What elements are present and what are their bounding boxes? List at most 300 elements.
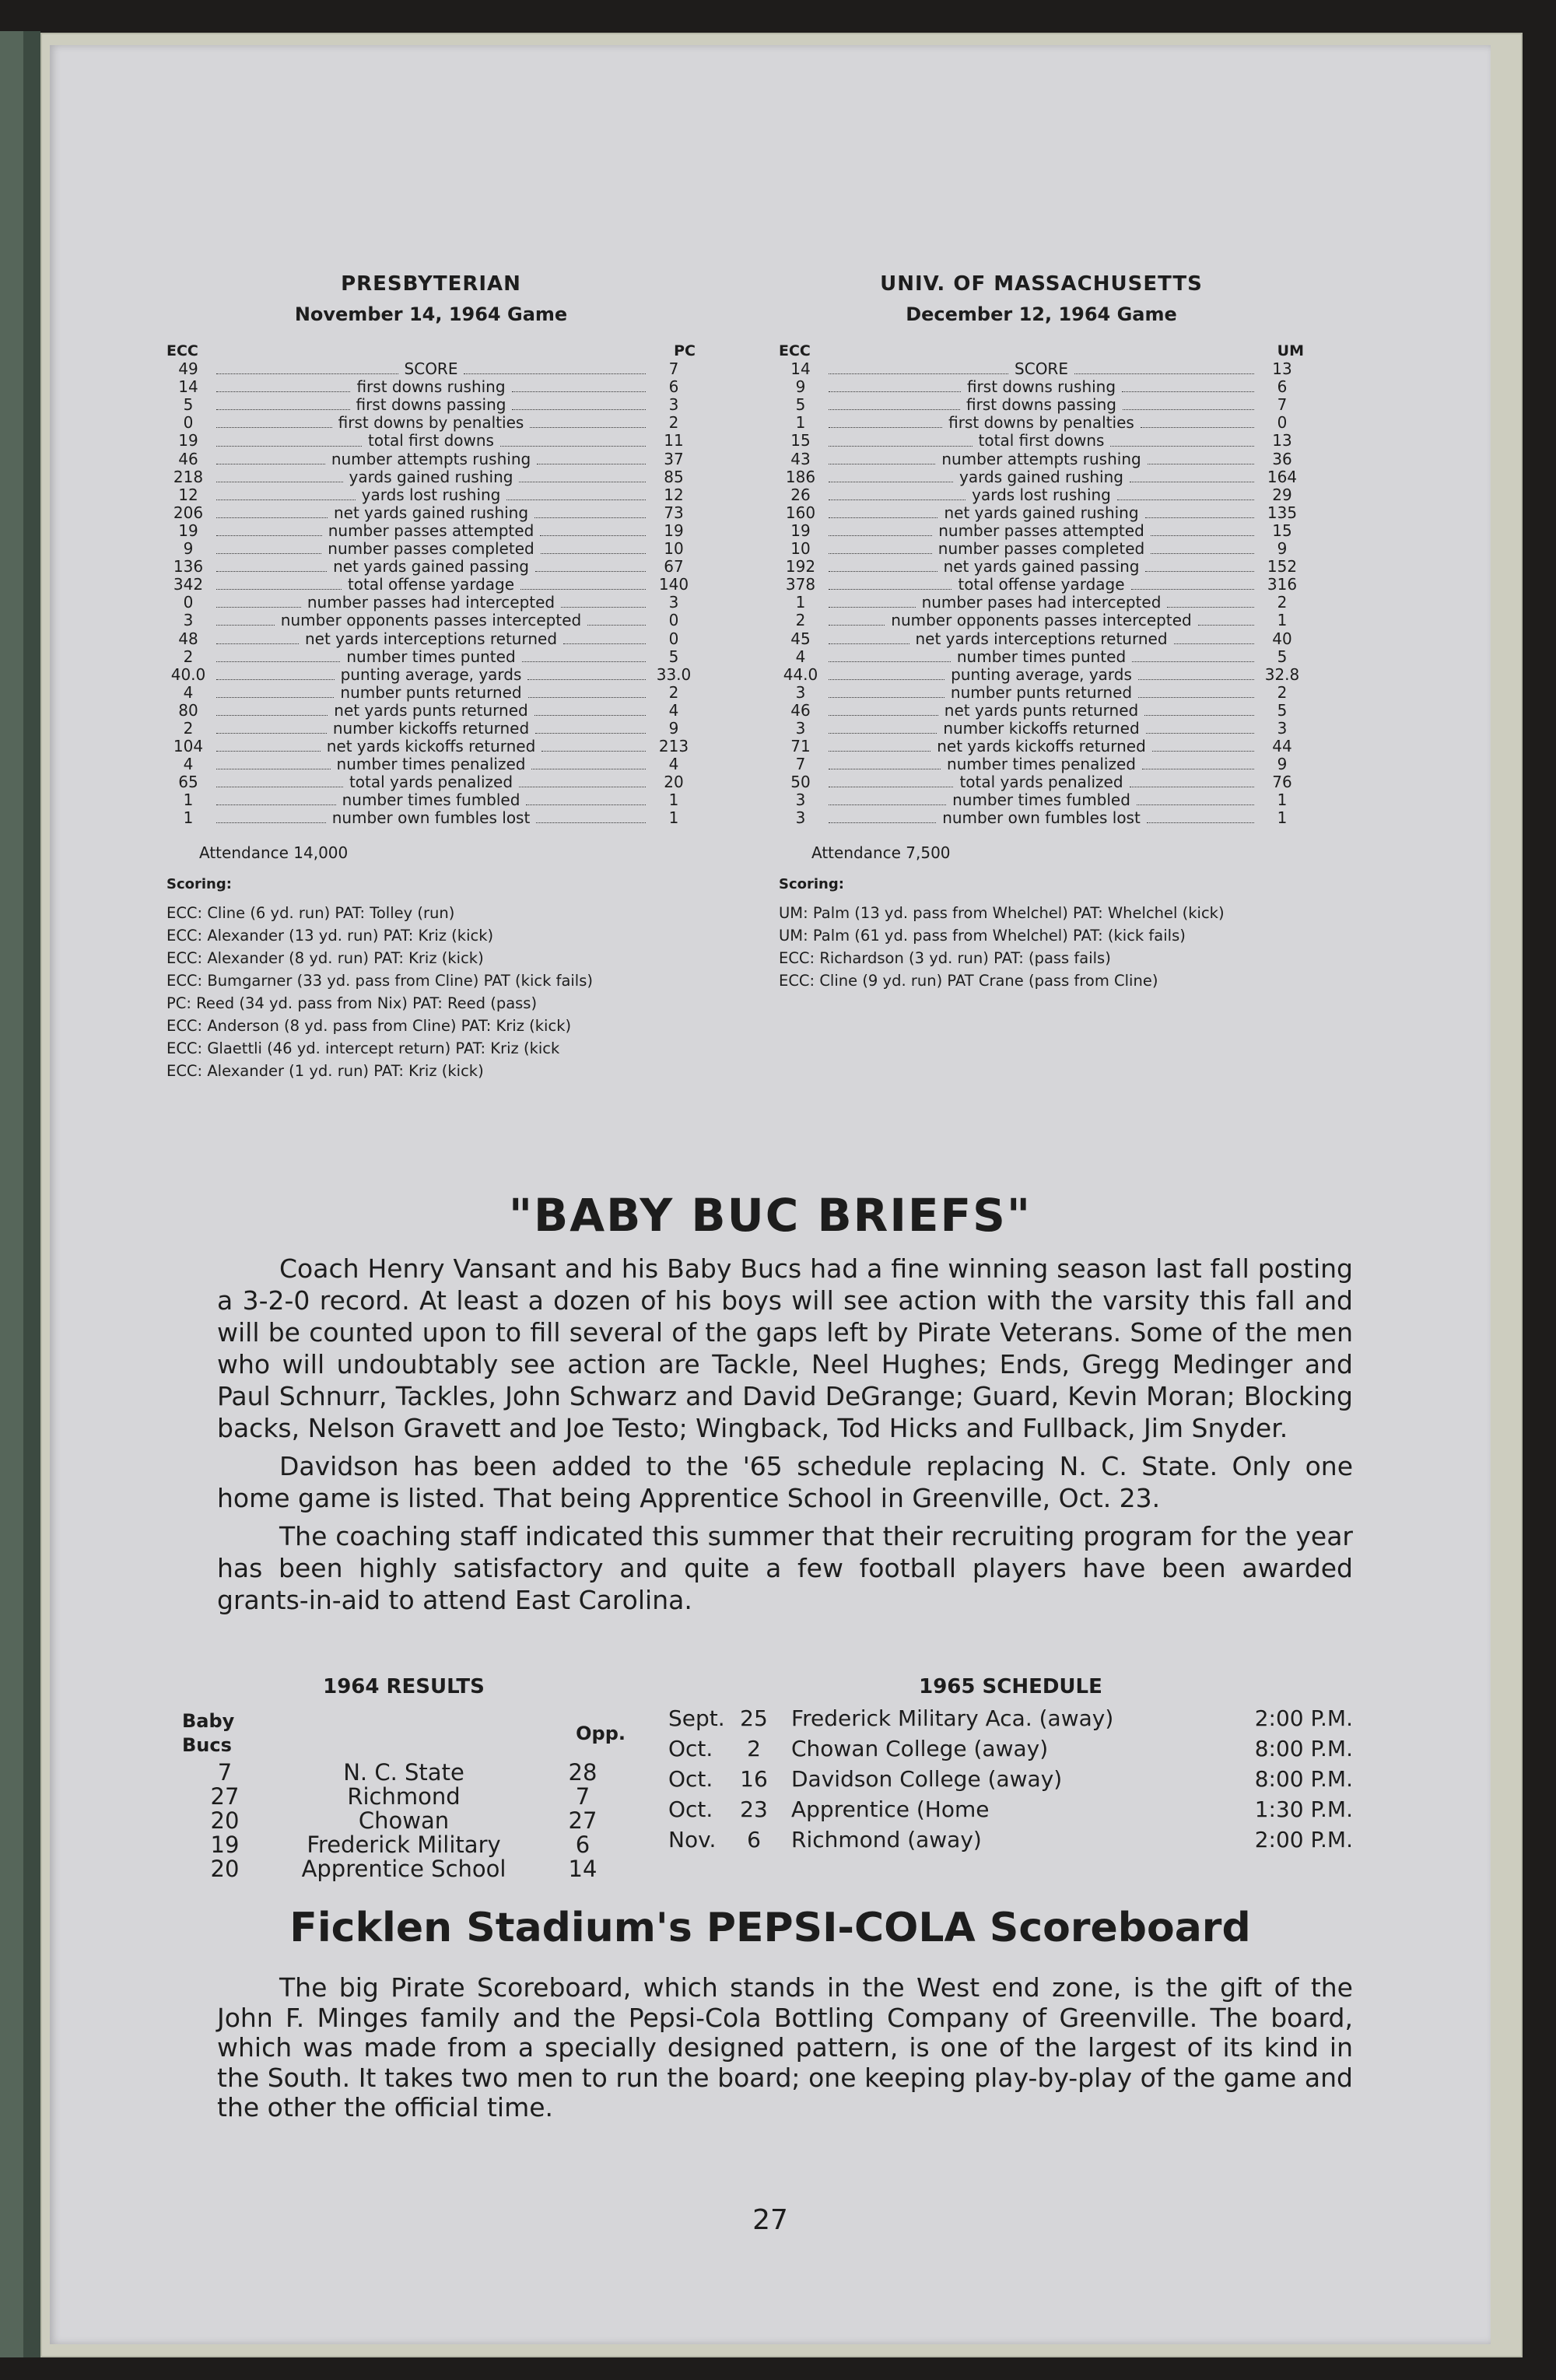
team-stat-value: 342	[173, 575, 204, 594]
opponent-stat-value: 3	[1277, 718, 1288, 738]
opponent-stat-value: 13	[1272, 431, 1292, 450]
team-stat-value: 104	[173, 737, 204, 756]
opponent-stat-value: 67	[664, 557, 684, 577]
stats-header-row	[779, 342, 1304, 360]
stats-header-row	[166, 342, 696, 360]
team-stat-value: 4	[183, 755, 194, 774]
stat-row	[779, 486, 1304, 504]
team-stat-value: 46	[790, 700, 811, 720]
stat-row	[779, 468, 1304, 486]
schedule-day: 25	[740, 1705, 768, 1731]
opponent-stat-value: 12	[664, 485, 684, 504]
opponent-stat-value: 213	[658, 737, 689, 756]
team-stat-value: 49	[178, 359, 198, 379]
stat-label: punting average, yards	[210, 666, 652, 684]
briefs-body	[217, 1253, 1353, 1616]
stat-label: first downs rushing	[822, 378, 1260, 396]
opponent-stat-value: 3	[668, 395, 679, 415]
stat-row	[166, 522, 696, 540]
stat-row	[779, 576, 1304, 594]
result-opp-score: 14	[568, 1856, 598, 1882]
scoring-line: ECC: Glaettli (46 yd. intercept return) PAT: Kriz (kick	[166, 1039, 560, 1057]
team-stat-value: 50	[790, 773, 811, 792]
stat-label: punting average, yards	[822, 666, 1260, 684]
team-stat-value: 3	[795, 808, 806, 828]
opponent-stat-value: 19	[664, 521, 684, 540]
stat-row	[166, 809, 696, 827]
stat-row	[779, 504, 1304, 522]
stat-row	[166, 612, 696, 629]
team-stat-value: 4	[795, 647, 806, 666]
stat-row	[779, 612, 1304, 629]
stat-row	[779, 378, 1304, 396]
stat-row	[166, 738, 696, 755]
stat-label: number times punted	[210, 648, 652, 666]
briefs-paragraph: Coach Henry Vansant and his Baby Bucs had a fine winning season last fall posting a 3-2-0 record. At least a dozen of his boys will see action with the varsity this fall and will be counted upon to fill several of the gaps left by Pirate Veterans. Some of the men who will undoubtably see action are Tackle, Neel Hughes; Ends, Gregg Medinger and Paul Schnurr, Tackles, John Schwarz and David DeGrange; Guard, Kevin Moran; Blocking backs, Nelson Gravett and Joe Testo; Wingback, Tod Hicks and Fullback, Jim Snyder.	[217, 1253, 1353, 1443]
team-stat-value: 160	[785, 503, 816, 522]
schedule-month: Oct.	[668, 1796, 713, 1822]
scoring-line: UM: Palm (61 yd. pass from Whelchel) PAT: (kick fails)	[779, 926, 1186, 945]
team-stat-value: 14	[178, 377, 198, 397]
result-opp-score: 6	[575, 1831, 591, 1858]
schedule-rows	[668, 1703, 1353, 1855]
result-row	[182, 1761, 626, 1785]
schedule-time: 2:00 P.M.	[1254, 1705, 1353, 1731]
stat-row	[779, 450, 1304, 468]
result-opponent: N. C. State	[343, 1759, 464, 1786]
stat-label: total yards penalized	[210, 773, 652, 791]
stat-row	[779, 755, 1304, 773]
stat-label: SCORE	[822, 360, 1260, 378]
stat-row	[166, 576, 696, 594]
opponent-stat-value: 9	[668, 718, 679, 738]
result-score: 20	[210, 1807, 240, 1834]
scoring-line: ECC: Anderson (8 yd. pass from Cline) PAT: Kriz (kick)	[166, 1016, 572, 1035]
team-stat-value: 5	[183, 395, 194, 415]
stat-label: number own fumbles lost	[822, 809, 1260, 827]
stat-row	[166, 468, 696, 486]
scoring-list	[779, 902, 1304, 992]
stat-label: yards gained rushing	[822, 468, 1260, 486]
stat-label: number passes attempted	[210, 522, 652, 540]
stat-row	[166, 450, 696, 468]
team-stat-value: 19	[790, 521, 811, 540]
stat-row	[779, 522, 1304, 540]
schedule-1965	[668, 1675, 1353, 1855]
opponent-stat-value: 6	[668, 377, 679, 397]
team-stat-value: 0	[183, 413, 194, 433]
opponent-stat-value: 13	[1272, 359, 1292, 379]
results-table	[182, 1709, 626, 1881]
schedule-month: Sept.	[668, 1705, 725, 1731]
stat-row	[166, 666, 696, 684]
scoring-heading: Scoring:	[779, 875, 844, 892]
team-stat-value: 192	[785, 557, 816, 577]
result-row	[182, 1785, 626, 1809]
stat-row	[166, 414, 696, 432]
stat-row	[779, 540, 1304, 558]
stat-label: first downs by penalties	[210, 414, 652, 432]
stat-row	[166, 486, 696, 504]
stat-label: number punts returned	[210, 684, 652, 702]
scoring-line: ECC: Richardson (3 yd. run) PAT: (pass fails)	[779, 948, 1111, 967]
team-stat-value: 9	[795, 377, 806, 397]
team-stat-value: 1	[183, 808, 194, 828]
scoring-line: UM: Palm (13 yd. pass from Whelchel) PAT: Whelchel (kick)	[779, 903, 1225, 922]
team-stat-value: 48	[178, 629, 198, 648]
team-stat-value: 5	[795, 395, 806, 415]
team-stat-value: 378	[785, 575, 816, 594]
team-stat-value: 3	[795, 790, 806, 810]
team-stat-value: 2	[183, 647, 194, 666]
result-row	[182, 1809, 626, 1833]
stat-label: yards lost rushing	[210, 486, 652, 504]
stat-label: first downs by penalties	[822, 414, 1260, 432]
stat-label: number opponents passes intercepted	[822, 612, 1260, 629]
team-stat-value: 46	[178, 449, 198, 468]
schedule-row	[668, 1794, 1353, 1824]
scoring-list	[166, 902, 696, 1082]
scoring-line: ECC: Alexander (1 yd. run) PAT: Kriz (kick)	[166, 1061, 484, 1080]
stat-row	[166, 378, 696, 396]
opponent-stat-value: 10	[664, 539, 684, 559]
stats-rows	[779, 360, 1304, 827]
stat-row	[166, 396, 696, 414]
schedule-month: Oct.	[668, 1736, 713, 1761]
stat-row	[166, 702, 696, 720]
stat-label: number passes completed	[822, 540, 1260, 558]
team-stat-value: 26	[790, 485, 811, 504]
stat-label: net yards gained passing	[822, 558, 1260, 576]
scoring-line: ECC: Cline (9 yd. run) PAT Crane (pass from Cline)	[779, 971, 1158, 990]
stat-row	[779, 684, 1304, 702]
scoring-line: ECC: Alexander (8 yd. run) PAT: Kriz (kick)	[166, 948, 484, 967]
stat-row	[166, 594, 696, 612]
stat-label: total offense yardage	[822, 576, 1260, 594]
opponent-stat-value: 7	[668, 359, 679, 379]
stat-label: yards gained rushing	[210, 468, 652, 486]
team-stat-value: 1	[795, 413, 806, 433]
stat-label: number times punted	[822, 648, 1260, 666]
opponent-stat-value: 1	[1277, 790, 1288, 810]
opponent-stat-value: 3	[668, 593, 679, 612]
team-stat-value: 15	[790, 431, 811, 450]
massachusetts-game-section	[779, 272, 1304, 992]
team-stat-value: 44.0	[783, 664, 818, 684]
opponent-stat-value: 20	[664, 773, 684, 792]
briefs-title: "BABY BUC BRIEFS"	[508, 1189, 1032, 1242]
results-rows	[182, 1761, 626, 1881]
stat-row	[166, 360, 696, 378]
stat-label: yards lost rushing	[822, 486, 1260, 504]
schedule-game: Frederick Military Aca. (away)	[791, 1705, 1114, 1731]
stat-label: net yards interceptions returned	[822, 630, 1260, 648]
stat-row	[779, 414, 1304, 432]
results-header-row	[182, 1709, 626, 1761]
team-stat-value: 10	[790, 539, 811, 559]
team-col-header: ECC	[779, 342, 811, 359]
opponent-stat-value: 1	[668, 790, 679, 810]
opponent-col-header: PC	[674, 342, 696, 359]
results-heading: 1964 RESULTS	[323, 1675, 485, 1698]
schedule-game: Davidson College (away)	[791, 1766, 1063, 1792]
scoring-line: ECC: Cline (6 yd. run) PAT: Tolley (run)	[166, 903, 455, 922]
opponent-stat-value: 9	[1277, 539, 1288, 559]
briefs-paragraph: The coaching staff indicated this summer that their recruiting program for the year has been highly satisfactory and quite a few football players have been awarded grants-in-aid to attend East Carolina.	[217, 1521, 1353, 1615]
stat-label: number times penalized	[822, 755, 1260, 773]
team-stat-value: 43	[790, 449, 811, 468]
opponent-stat-value: 152	[1267, 557, 1298, 577]
opponent-stat-value: 9	[1277, 755, 1288, 774]
stat-row	[166, 720, 696, 738]
results-col-left: Baby Bucs	[182, 1710, 235, 1756]
result-opp-score: 27	[568, 1807, 598, 1834]
opponent-col-header: UM	[1277, 342, 1304, 359]
opponent-stat-value: 5	[1277, 647, 1288, 666]
stat-label: number kickoffs returned	[822, 720, 1260, 738]
schedule-table	[668, 1703, 1353, 1855]
stat-label: SCORE	[210, 360, 652, 378]
schedule-heading: 1965 SCHEDULE	[919, 1675, 1102, 1698]
schedule-game: Apprentice (Home	[791, 1796, 990, 1822]
stat-label: net yards gained passing	[210, 558, 652, 576]
stats-rows	[166, 360, 696, 827]
result-opponent: Apprentice School	[301, 1856, 506, 1882]
schedule-time: 8:00 P.M.	[1254, 1766, 1353, 1792]
opponent-stat-value: 36	[1272, 449, 1292, 468]
stat-label: first downs passing	[822, 396, 1260, 414]
team-col-header: ECC	[166, 342, 198, 359]
result-opp-score: 7	[575, 1783, 591, 1810]
opponent-stat-value: 7	[1277, 395, 1288, 415]
schedule-row	[668, 1824, 1353, 1855]
opponent-stat-value: 1	[1277, 611, 1288, 630]
stat-label: number attempts rushing	[822, 450, 1260, 468]
results-1964	[182, 1675, 626, 1881]
schedule-time: 1:30 P.M.	[1254, 1796, 1353, 1822]
stat-row	[166, 432, 696, 450]
team-stat-value: 65	[178, 773, 198, 792]
stat-label: number opponents passes intercepted	[210, 612, 652, 629]
stat-row	[166, 773, 696, 791]
team-stat-value: 136	[173, 557, 204, 577]
result-score: 20	[210, 1856, 240, 1882]
stat-label: number punts returned	[822, 684, 1260, 702]
opponent-stat-value: 15	[1272, 521, 1292, 540]
team-stat-value: 218	[173, 467, 204, 486]
schedule-game: Chowan College (away)	[791, 1736, 1049, 1761]
schedule-row	[668, 1703, 1353, 1733]
opponent-stat-value: 0	[1277, 413, 1288, 433]
opponent-stat-value: 85	[664, 467, 684, 486]
team-stat-value: 2	[795, 611, 806, 630]
game-stats-table	[779, 342, 1304, 828]
stat-label: net yards kickoffs returned	[210, 738, 652, 755]
spine-edge	[0, 31, 23, 2357]
opponent-stat-value: 2	[1277, 593, 1288, 612]
presbyterian-game-section	[166, 272, 696, 1082]
stat-label: number times penalized	[210, 755, 652, 773]
stat-label: total first downs	[822, 432, 1260, 450]
opponent-stat-value: 6	[1277, 377, 1288, 397]
opponent-stat-value: 2	[668, 682, 679, 702]
team-stat-value: 7	[795, 755, 806, 774]
team-stat-value: 1	[795, 593, 806, 612]
opponent-stat-value: 0	[668, 629, 679, 648]
game-stats-table	[166, 342, 696, 828]
team-stat-value: 12	[178, 485, 198, 504]
stat-row	[779, 702, 1304, 720]
team-stat-value: 186	[785, 467, 816, 486]
opponent-stat-value: 5	[668, 647, 679, 666]
result-opponent: Chowan	[358, 1807, 450, 1834]
schedule-time: 2:00 P.M.	[1254, 1827, 1353, 1852]
team-stat-value: 9	[183, 539, 194, 559]
opponent-stat-value: 76	[1272, 773, 1292, 792]
team-stat-value: 0	[183, 593, 194, 612]
scoring-heading: Scoring:	[166, 875, 232, 892]
team-stat-value: 71	[790, 737, 811, 756]
team-stat-value: 206	[173, 503, 204, 522]
stat-row	[779, 791, 1304, 809]
result-score: 19	[210, 1831, 240, 1858]
stat-row	[779, 773, 1304, 791]
stat-label: total yards penalized	[822, 773, 1260, 791]
stat-label: first downs rushing	[210, 378, 652, 396]
stat-row	[779, 809, 1304, 827]
stat-label: number attempts rushing	[210, 450, 652, 468]
schedule-game: Richmond (away)	[791, 1827, 982, 1852]
stat-row	[779, 396, 1304, 414]
result-row	[182, 1857, 626, 1881]
stat-label: number times fumbled	[210, 791, 652, 809]
stat-label: number times fumbled	[822, 791, 1260, 809]
team-stat-value: 19	[178, 431, 198, 450]
page-number: 27	[752, 2204, 788, 2236]
stat-label: first downs passing	[210, 396, 652, 414]
stat-row	[166, 791, 696, 809]
opponent-stat-value: 2	[1277, 682, 1288, 702]
game-subtitle: December 12, 1964 Game	[906, 303, 1177, 325]
schedule-month: Oct.	[668, 1766, 713, 1792]
stat-label: number passes attempted	[822, 522, 1260, 540]
scoring-line: ECC: Alexander (13 yd. run) PAT: Kriz (kick)	[166, 926, 494, 945]
opponent-stat-value: 5	[1277, 700, 1288, 720]
stat-row	[779, 594, 1304, 612]
attendance: Attendance 14,000	[199, 843, 349, 862]
team-stat-value: 4	[183, 682, 194, 702]
schedule-row	[668, 1733, 1353, 1764]
stat-label: net yards punts returned	[210, 702, 652, 720]
scoring-line: PC: Reed (34 yd. pass from Nix) PAT: Reed (pass)	[166, 994, 538, 1012]
stat-row	[166, 684, 696, 702]
opponent-stat-value: 135	[1267, 503, 1298, 522]
stat-row	[166, 504, 696, 522]
team-stat-value: 3	[795, 682, 806, 702]
opponent-stat-value: 33.0	[656, 664, 692, 684]
stat-row	[166, 558, 696, 576]
team-stat-value: 80	[178, 700, 198, 720]
team-stat-value: 14	[790, 359, 811, 379]
opponent-stat-value: 164	[1267, 467, 1298, 486]
team-stat-value: 19	[178, 521, 198, 540]
game-subtitle: November 14, 1964 Game	[294, 303, 568, 325]
opponent-stat-value: 44	[1272, 737, 1292, 756]
opponent-stat-value: 29	[1272, 485, 1292, 504]
opponent-stat-value: 4	[668, 700, 679, 720]
team-stat-value: 3	[795, 718, 806, 738]
briefs-paragraph: Davidson has been added to the '65 schedule replacing N. C. State. Only one home game is listed. That being Apprentice School in Greenville, Oct. 23.	[217, 1451, 1353, 1513]
stat-label: net yards kickoffs returned	[822, 738, 1260, 755]
stat-label: net yards interceptions returned	[210, 630, 652, 648]
opponent-stat-value: 2	[668, 413, 679, 433]
stat-row	[166, 540, 696, 558]
result-score: 27	[210, 1783, 240, 1810]
stat-label: number passes completed	[210, 540, 652, 558]
game-title: UNIV. OF MASSACHUSETTS	[880, 272, 1203, 296]
page	[50, 45, 1491, 2344]
result-score: 7	[217, 1759, 233, 1786]
stat-row	[779, 360, 1304, 378]
stat-row	[779, 666, 1304, 684]
opponent-stat-value: 73	[664, 503, 684, 522]
game-title: PRESBYTERIAN	[341, 272, 521, 296]
results-col-right: Opp.	[576, 1722, 626, 1744]
stat-label: number pases had intercepted	[822, 594, 1260, 612]
stat-row	[166, 648, 696, 666]
stat-row	[779, 648, 1304, 666]
opponent-stat-value: 4	[668, 755, 679, 774]
scoreboard-title: Ficklen Stadium's PEPSI-COLA Scoreboard	[289, 1905, 1251, 1951]
opponent-stat-value: 32.8	[1264, 664, 1300, 684]
team-stat-value: 2	[183, 718, 194, 738]
opponent-stat-value: 11	[664, 431, 684, 450]
opponent-stat-value: 0	[668, 611, 679, 630]
stat-row	[779, 558, 1304, 576]
stat-label: number passes had intercepted	[210, 594, 652, 612]
stat-row	[166, 755, 696, 773]
result-opponent: Frederick Military	[307, 1831, 501, 1858]
schedule-day: 23	[740, 1796, 768, 1822]
attendance: Attendance 7,500	[811, 843, 951, 862]
result-opponent: Richmond	[347, 1783, 461, 1810]
stat-label: total offense yardage	[210, 576, 652, 594]
opponent-stat-value: 1	[1277, 808, 1288, 828]
stat-row	[166, 630, 696, 648]
schedule-day: 6	[747, 1827, 761, 1852]
team-stat-value: 45	[790, 629, 811, 648]
schedule-month: Nov.	[668, 1827, 717, 1852]
result-row	[182, 1833, 626, 1857]
stat-label: net yards punts returned	[822, 702, 1260, 720]
opponent-stat-value: 37	[664, 449, 684, 468]
scoring-line: ECC: Bumgarner (33 yd. pass from Cline) PAT (kick fails)	[166, 971, 593, 990]
team-stat-value: 1	[183, 790, 194, 810]
scoreboard-paragraph: The big Pirate Scoreboard, which stands in the West end zone, is the gift of the John F. Minges family and the Pepsi-Cola Bottling Company of Greenville. The board, which was made from a specially designed pattern, is one of the largest of its kind in the South. It takes two men to run the board; one keeping play-by-play of the game and the other the official time.	[217, 1972, 1353, 2122]
opponent-stat-value: 140	[658, 575, 689, 594]
stat-label: net yards gained rushing	[210, 504, 652, 522]
scoreboard-body	[217, 1973, 1353, 2123]
result-opp-score: 28	[568, 1759, 598, 1786]
schedule-day: 2	[747, 1736, 761, 1761]
schedule-row	[668, 1764, 1353, 1794]
stat-row	[779, 630, 1304, 648]
schedule-day: 16	[740, 1766, 768, 1792]
opponent-stat-value: 40	[1272, 629, 1292, 648]
stat-row	[779, 738, 1304, 755]
team-stat-value: 3	[183, 611, 194, 630]
team-stat-value: 40.0	[170, 664, 206, 684]
